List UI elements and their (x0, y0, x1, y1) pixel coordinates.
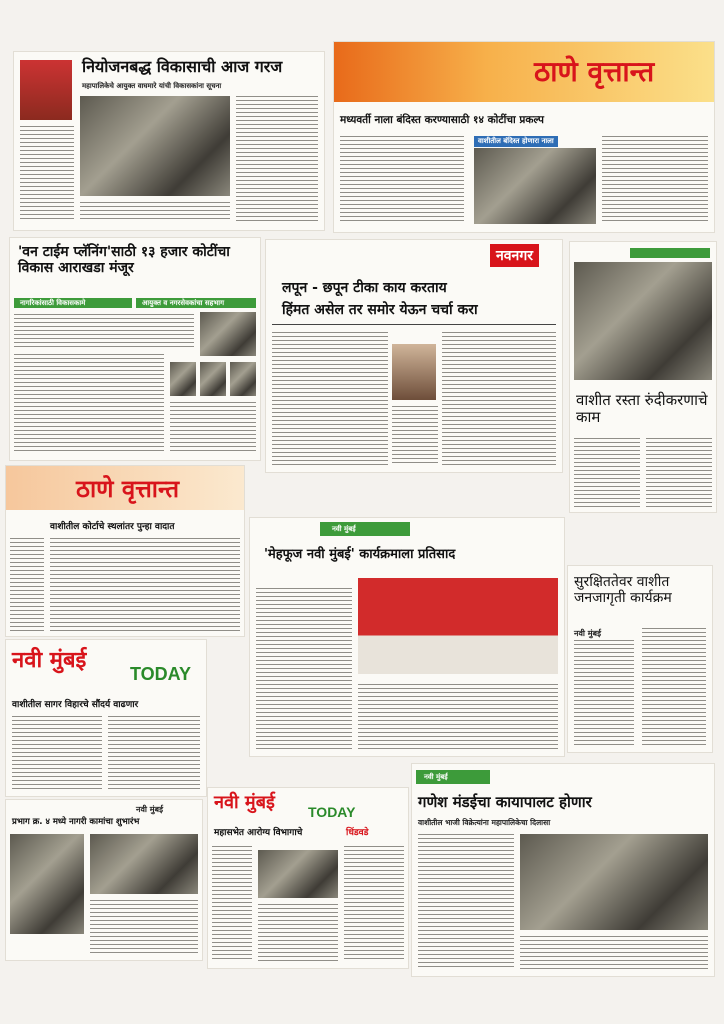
clip-safety-awareness (568, 566, 712, 752)
clip-criticism-article (266, 240, 562, 472)
section-label: नवी मुंबई (136, 805, 164, 814)
body-text (344, 846, 404, 962)
headline: नियोजनबद्ध विकासाची आज गरज (82, 57, 283, 76)
drain-photo (474, 148, 596, 224)
portrait-photo (20, 60, 72, 120)
clip-health-department (208, 788, 408, 968)
clip-development-plan (10, 238, 260, 460)
clip-mehfooz-programme (250, 518, 564, 756)
body-text (418, 834, 514, 970)
headline: गणेश मंडईचा कायापालट होणार (418, 793, 592, 811)
today-label: TODAY (130, 664, 192, 684)
portrait-1 (170, 362, 196, 396)
body-text (442, 332, 556, 466)
body-text (642, 628, 706, 746)
headline-a: महासभेत आरोग्य विभागाचे (214, 828, 303, 838)
portrait-2 (200, 362, 226, 396)
body-text (108, 716, 200, 790)
road-photo (574, 262, 712, 380)
body-text (10, 538, 44, 632)
masthead-band (334, 42, 714, 102)
bar-2-label: आयुक्त व नगरसेवकांचा सहभाग (142, 299, 225, 307)
clip-ganesh-market (412, 764, 714, 976)
meeting-photo (80, 96, 230, 196)
body-text (574, 438, 640, 508)
body-text (574, 640, 634, 746)
masthead: नवी मुंबई (12, 647, 87, 673)
masthead: ठाणे वृत्तान्त (534, 55, 655, 88)
clip-ward-works (6, 800, 202, 960)
inauguration-photo-1 (10, 834, 84, 934)
clip-drain-project (334, 42, 714, 232)
bar-1-label: नागरिकांसाठी विकासकामे (20, 299, 86, 307)
body-text (14, 354, 164, 454)
body-text (358, 684, 558, 750)
section-label: नवी मुंबई (332, 525, 356, 533)
photo-caption: वाशीतील बंदिस्त होणारा नाला (474, 136, 558, 147)
green-band (630, 248, 710, 258)
headline: वाशीतील कोर्टाचे स्थलांतर पुन्हा वादात (50, 522, 175, 532)
body-text (20, 126, 74, 222)
body-text (520, 936, 708, 970)
masthead: नवी मुंबई (214, 792, 275, 813)
body-text (212, 846, 252, 962)
masthead: नवनगर (490, 244, 539, 267)
body-text (236, 96, 318, 222)
body-text (392, 406, 438, 466)
clip-planning-article (14, 52, 324, 230)
body-text (340, 136, 464, 224)
inauguration-photo-2 (90, 834, 198, 894)
portrait-3 (230, 362, 256, 396)
body-text (256, 588, 352, 750)
portrait-photo (392, 344, 436, 400)
headline: मध्यवर्ती नाला बंदिस्त करण्यासाठी १४ कोटींचा प्रकल्प (340, 114, 544, 126)
headline: वाशीतील सागर विहारचे सौंदर्य वाढणार (12, 700, 139, 710)
body-text (50, 538, 240, 632)
body-text (170, 402, 256, 454)
headline: 'मेहफूज नवी मुंबई' कार्यक्रमाला प्रतिसाद (264, 547, 456, 562)
dateline: नवी मुंबई (574, 629, 602, 638)
today-label: TODAY (308, 804, 356, 820)
building-photo (200, 312, 256, 356)
headline: सुरक्षिततेवर वाशीत जनजागृती कार्यक्रम (574, 574, 672, 607)
clip-sagar-vihar (6, 640, 206, 796)
masthead: ठाणे वृत्तान्त (76, 474, 180, 503)
building-photo (258, 850, 338, 898)
body-text (646, 438, 712, 508)
headline: वाशीत रस्ता रुंदीकरणाचे काम (576, 391, 708, 427)
market-photo (520, 834, 708, 930)
body-text (258, 904, 338, 962)
headline-b: धिंडवडे (346, 828, 369, 838)
clip-court-relocation (6, 466, 244, 636)
subline: वाशीतील भाजी विक्रेत्यांना महापालिकेचा दिलासा (418, 818, 551, 827)
section-label: नवी मुंबई (424, 773, 448, 781)
headline: प्रभाग क्र. ४ मध्ये नागरी कामांचा शुभारंभ (12, 817, 140, 827)
headline-line-2: हिंमत असेल तर समोर येऊन चर्चा करा (282, 302, 478, 318)
body-text (90, 900, 198, 954)
body-text (602, 136, 708, 224)
body-text (80, 202, 230, 222)
divider (272, 324, 556, 325)
headline-line-1: लपून - छपून टीका काय करताय (282, 280, 447, 296)
headline: 'वन टाईम प्लॅनिंग'साठी १३ हजार कोटींचा विकास आराखडा मंजूर (18, 244, 230, 277)
body-text (272, 332, 388, 466)
subline: महापालिकेचे आयुक्त वाघमारे यांची विकासकांना सूचना (82, 82, 222, 90)
body-text (14, 314, 194, 348)
clip-road-widening (570, 242, 716, 512)
body-text (12, 716, 102, 790)
event-photo (358, 578, 558, 674)
